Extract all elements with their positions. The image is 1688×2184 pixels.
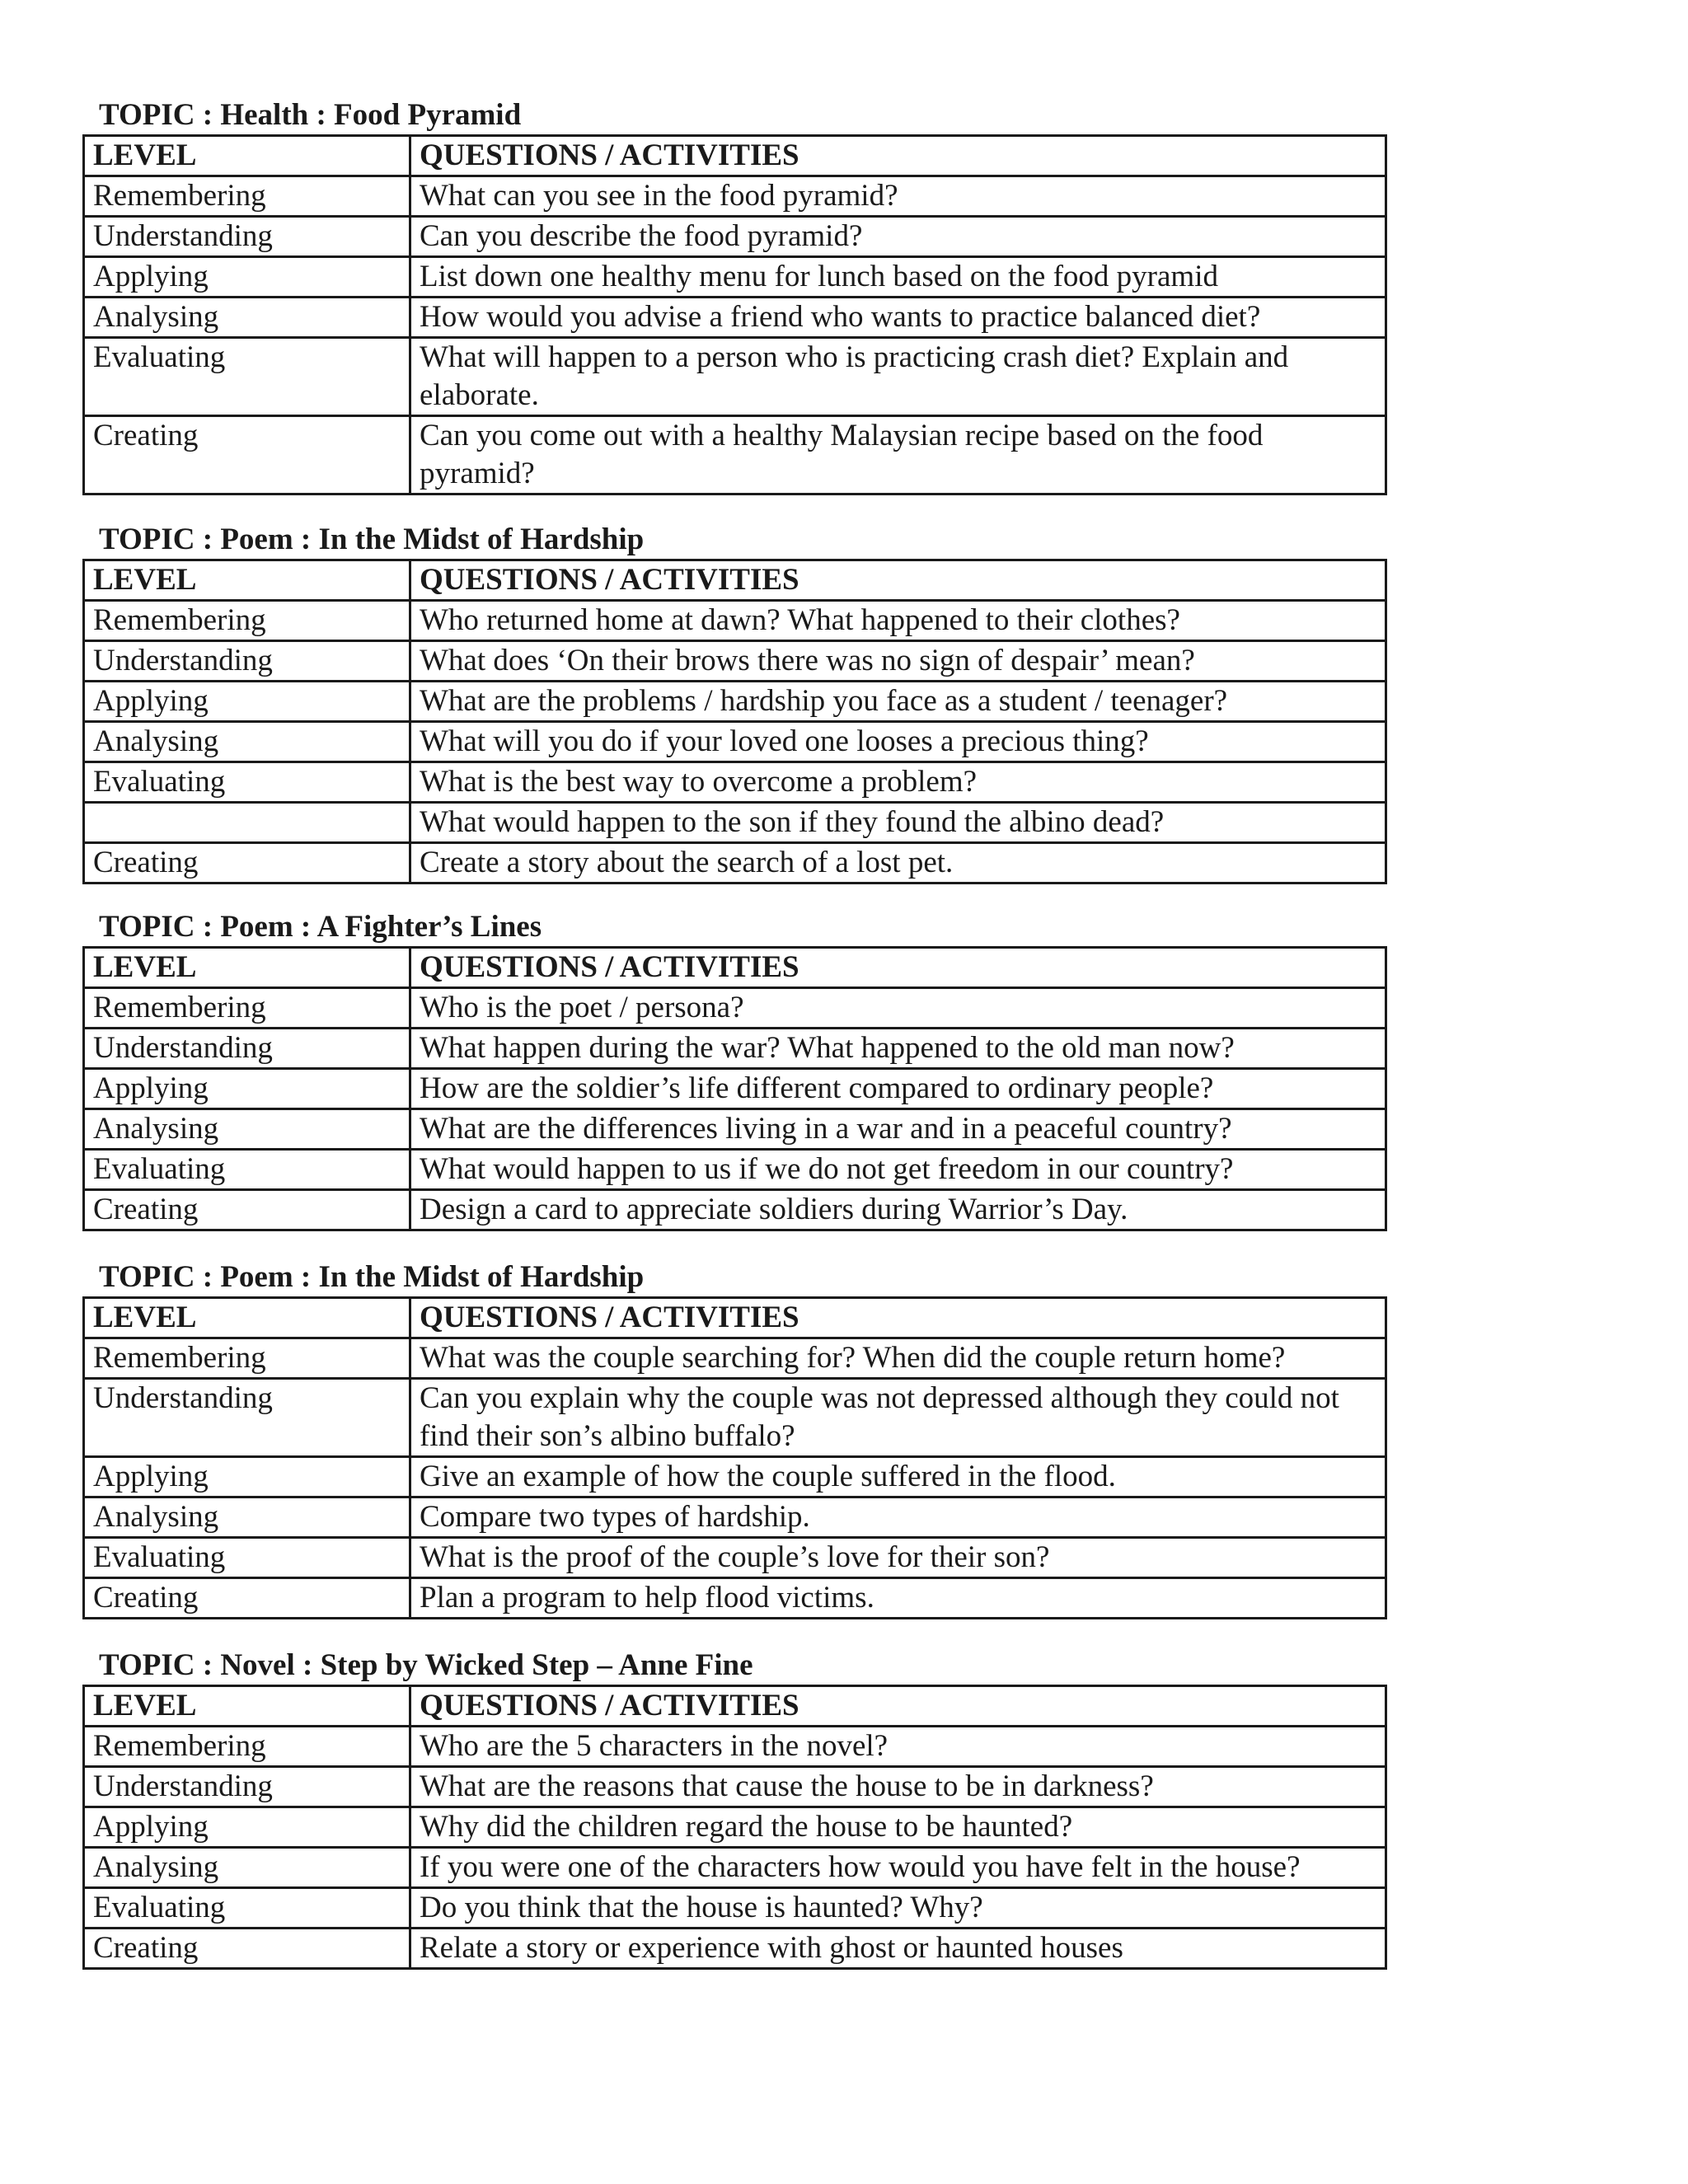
level-cell: Remembering xyxy=(84,601,410,641)
table-row xyxy=(84,1190,1386,1230)
level-cell: Evaluating xyxy=(84,1888,410,1929)
level-cell: Applying xyxy=(84,682,410,722)
level-header: LEVEL xyxy=(84,560,410,601)
question-cell: Plan a program to help flood victims. xyxy=(410,1578,1386,1619)
level-cell: Analysing xyxy=(84,298,410,338)
level-cell: Applying xyxy=(84,1069,410,1109)
table-row xyxy=(84,1578,1386,1619)
table-row xyxy=(84,176,1386,217)
question-cell: Design a card to appreciate soldiers during Warrior’s Day. xyxy=(410,1190,1386,1230)
table-header-row xyxy=(84,560,1386,601)
question-cell: Create a story about the search of a lost pet. xyxy=(410,843,1386,883)
table-row xyxy=(84,722,1386,762)
questions-table xyxy=(82,134,1387,495)
question-cell: Relate a story or experience with ghost or haunted houses xyxy=(410,1929,1386,1969)
level-cell: Analysing xyxy=(84,722,410,762)
question-cell: Give an example of how the couple suffered in the flood. xyxy=(410,1457,1386,1497)
level-cell: Analysing xyxy=(84,1109,410,1150)
level-cell: Applying xyxy=(84,257,410,298)
table-row xyxy=(84,1338,1386,1379)
table-row xyxy=(84,1497,1386,1538)
level-cell: Applying xyxy=(84,1807,410,1848)
level-cell: Remembering xyxy=(84,988,410,1029)
question-cell: What are the differences living in a war and in a peaceful country? xyxy=(410,1109,1386,1150)
table-row xyxy=(84,682,1386,722)
table-row xyxy=(84,1109,1386,1150)
question-cell: What are the problems / hardship you face as a student / teenager? xyxy=(410,682,1386,722)
table-row xyxy=(84,1457,1386,1497)
table-row xyxy=(84,1888,1386,1929)
question-cell: Compare two types of hardship. xyxy=(410,1497,1386,1538)
level-cell: Analysing xyxy=(84,1497,410,1538)
questions-header: QUESTIONS / ACTIVITIES xyxy=(410,948,1386,988)
level-cell: Applying xyxy=(84,1457,410,1497)
question-cell: If you were one of the characters how would you have felt in the house? xyxy=(410,1848,1386,1888)
table-row xyxy=(84,1069,1386,1109)
question-cell: Why did the children regard the house to be haunted? xyxy=(410,1807,1386,1848)
level-cell: Understanding xyxy=(84,1379,410,1457)
question-cell: Who is the poet / persona? xyxy=(410,988,1386,1029)
question-cell: How would you advise a friend who wants to practice balanced diet? xyxy=(410,298,1386,338)
table-row xyxy=(84,217,1386,257)
table-row xyxy=(84,988,1386,1029)
level-cell: Evaluating xyxy=(84,338,410,416)
level-cell: Understanding xyxy=(84,1767,410,1807)
table-header-row xyxy=(84,1686,1386,1727)
question-cell: List down one healthy menu for lunch based on the food pyramid xyxy=(410,257,1386,298)
table-row xyxy=(84,803,1386,843)
level-header: LEVEL xyxy=(84,1298,410,1338)
questions-header: QUESTIONS / ACTIVITIES xyxy=(410,560,1386,601)
table-row xyxy=(84,1848,1386,1888)
questions-header: QUESTIONS / ACTIVITIES xyxy=(410,1298,1386,1338)
question-cell: What will you do if your loved one looses a precious thing? xyxy=(410,722,1386,762)
question-cell: What is the proof of the couple’s love for their son? xyxy=(410,1538,1386,1578)
questions-header: QUESTIONS / ACTIVITIES xyxy=(410,1686,1386,1727)
table-row xyxy=(84,1029,1386,1069)
question-cell: Can you explain why the couple was not depressed although they could not find their son’s albino buffalo? xyxy=(410,1379,1386,1457)
question-cell: What would happen to the son if they found the albino dead? xyxy=(410,803,1386,843)
level-cell: Creating xyxy=(84,1190,410,1230)
questions-table xyxy=(82,1296,1387,1619)
question-cell: What can you see in the food pyramid? xyxy=(410,176,1386,217)
level-header: LEVEL xyxy=(84,948,410,988)
table-row xyxy=(84,1150,1386,1190)
table-row xyxy=(84,641,1386,682)
question-cell: How are the soldier’s life different compared to ordinary people? xyxy=(410,1069,1386,1109)
topic-title: TOPIC : Poem : In the Midst of Hardship xyxy=(99,1260,645,1294)
level-cell: Creating xyxy=(84,416,410,494)
table-row xyxy=(84,762,1386,803)
table-row xyxy=(84,1538,1386,1578)
table-row xyxy=(84,1379,1386,1457)
table-header-row xyxy=(84,1298,1386,1338)
level-cell: Remembering xyxy=(84,176,410,217)
table-row xyxy=(84,601,1386,641)
question-cell: What does ‘On their brows there was no sign of despair’ mean? xyxy=(410,641,1386,682)
questions-table xyxy=(82,559,1387,884)
question-cell: Do you think that the house is haunted? Why? xyxy=(410,1888,1386,1929)
level-cell: Evaluating xyxy=(84,762,410,803)
table-row xyxy=(84,1929,1386,1969)
question-cell: What is the best way to overcome a problem? xyxy=(410,762,1386,803)
level-cell: Creating xyxy=(84,1929,410,1969)
question-cell: What are the reasons that cause the house to be in darkness? xyxy=(410,1767,1386,1807)
level-cell: Remembering xyxy=(84,1338,410,1379)
level-cell xyxy=(84,803,410,843)
table-row xyxy=(84,298,1386,338)
topic-title: TOPIC : Health : Food Pyramid xyxy=(99,98,522,132)
level-cell: Evaluating xyxy=(84,1150,410,1190)
table-row xyxy=(84,338,1386,416)
question-cell: Who are the 5 characters in the novel? xyxy=(410,1727,1386,1767)
table-row xyxy=(84,257,1386,298)
level-cell: Remembering xyxy=(84,1727,410,1767)
level-cell: Understanding xyxy=(84,217,410,257)
table-header-row xyxy=(84,136,1386,176)
table-row xyxy=(84,1727,1386,1767)
question-cell: Can you come out with a healthy Malaysian recipe based on the food pyramid? xyxy=(410,416,1386,494)
level-header: LEVEL xyxy=(84,136,410,176)
topic-title: TOPIC : Poem : A Fighter’s Lines xyxy=(99,910,542,944)
table-header-row xyxy=(84,948,1386,988)
level-cell: Evaluating xyxy=(84,1538,410,1578)
questions-table xyxy=(82,1685,1387,1970)
question-cell: What happen during the war? What happened to the old man now? xyxy=(410,1029,1386,1069)
table-row xyxy=(84,843,1386,883)
level-cell: Understanding xyxy=(84,641,410,682)
question-cell: What would happen to us if we do not get freedom in our country? xyxy=(410,1150,1386,1190)
level-header: LEVEL xyxy=(84,1686,410,1727)
question-cell: Can you describe the food pyramid? xyxy=(410,217,1386,257)
level-cell: Creating xyxy=(84,843,410,883)
level-cell: Creating xyxy=(84,1578,410,1619)
table-row xyxy=(84,1807,1386,1848)
question-cell: What was the couple searching for? When did the couple return home? xyxy=(410,1338,1386,1379)
table-row xyxy=(84,416,1386,494)
level-cell: Analysing xyxy=(84,1848,410,1888)
level-cell: Understanding xyxy=(84,1029,410,1069)
question-cell: What will happen to a person who is practicing crash diet? Explain and elaborate. xyxy=(410,338,1386,416)
table-row xyxy=(84,1767,1386,1807)
questions-header: QUESTIONS / ACTIVITIES xyxy=(410,136,1386,176)
questions-table xyxy=(82,946,1387,1231)
topic-title: TOPIC : Novel : Step by Wicked Step – Anne Fine xyxy=(99,1648,753,1682)
topic-title: TOPIC : Poem : In the Midst of Hardship xyxy=(99,523,645,556)
question-cell: Who returned home at dawn? What happened to their clothes? xyxy=(410,601,1386,641)
